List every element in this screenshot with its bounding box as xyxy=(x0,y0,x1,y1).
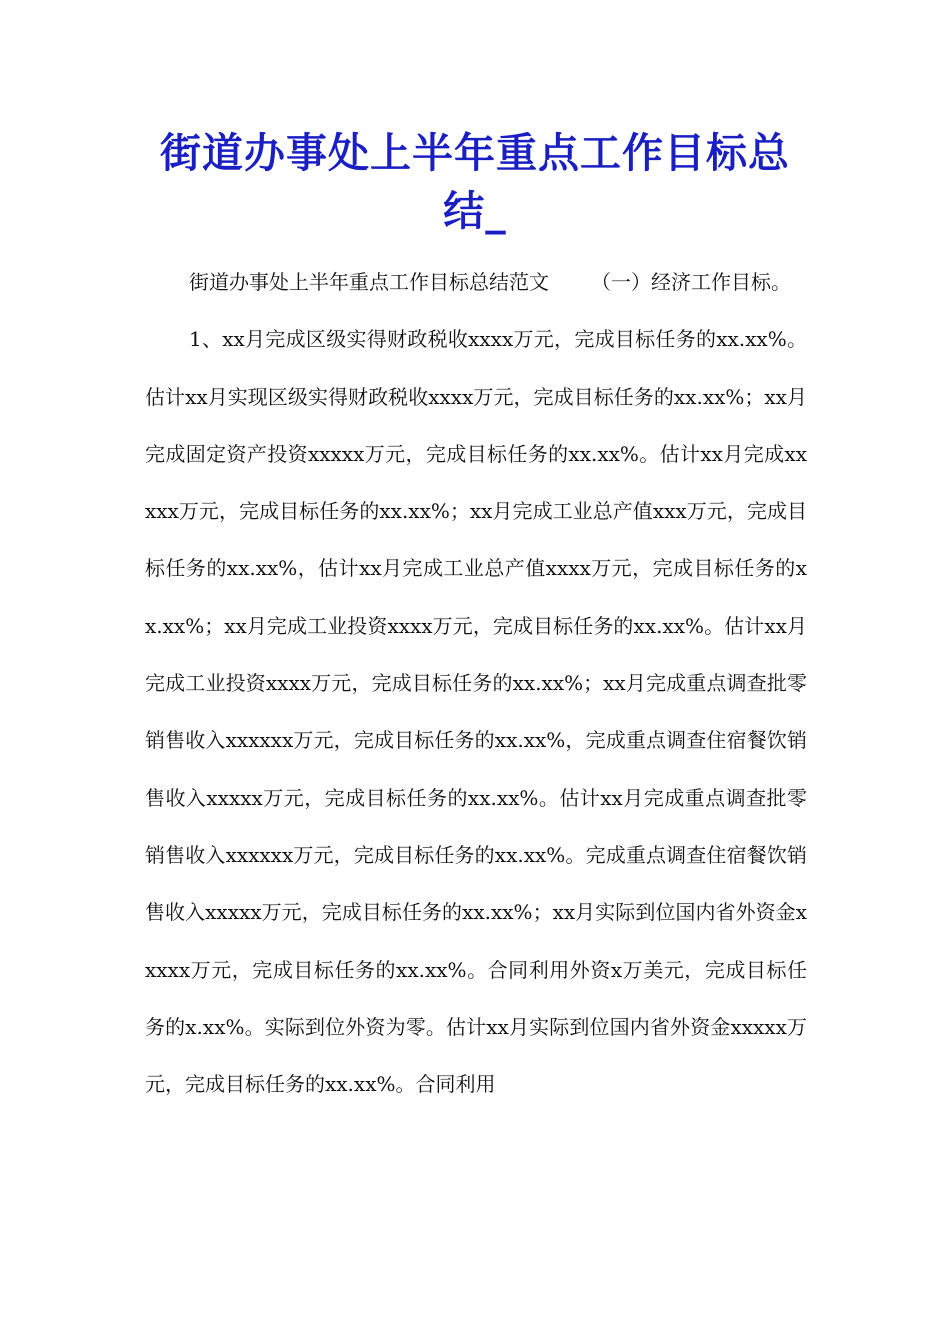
document-title: 街道办事处上半年重点工作目标总结_ xyxy=(160,129,790,235)
intro-paragraph xyxy=(145,254,807,311)
intro-lead-text: 街道办事处上半年重点工作目标总结范文 xyxy=(189,270,549,294)
intro-section-heading: （一）经济工作目标。 xyxy=(591,270,791,294)
document-body xyxy=(145,254,807,1113)
body-paragraph: 1、xx月完成区级实得财政税收xxxx万元，完成目标任务的xx.xx%。估计xx月实现区级实得财政税收xxxx万元，完成目标任务的xx.xx%；xx月完成固定资产投资xxxxx万元，完成目标任务的xx.xx%。估计xx月完成xxxxx万元，完成目标任务的xx.xx%；xx月完成工业总产值xxx万元，完成目标任务的xx.xx%，估计xx月完成工业总产值xxxx万元，完成目标任务的xx.xx%；xx月完成工业投资xxxx万元，完成目标任务的xx.xx%。估计xx月完成工业投资xxxx万元，完成目标任务的xx.xx%；xx月完成重点调查批零销售收入xxxxxx万元，完成目标任务的xx.xx%，完成重点调查住宿餐饮销售收入xxxxx万元，完成目标任务的xx.xx%。估计xx月完成重点调查批零销售收入xxxxxx万元，完成目标任务的xx.xx%。完成重点调查住宿餐饮销售收入xxxxx万元，完成目标任务的xx.xx%；xx月实际到位国内省外资金xxxxx万元，完成目标任务的xx.xx%。合同利用外资x万美元，完成目标任务的x.xx%。实际到位外资为零。估计xx月实际到位国内省外资金xxxxx万元，完成目标任务的xx.xx%。合同利用 xyxy=(145,327,807,1097)
